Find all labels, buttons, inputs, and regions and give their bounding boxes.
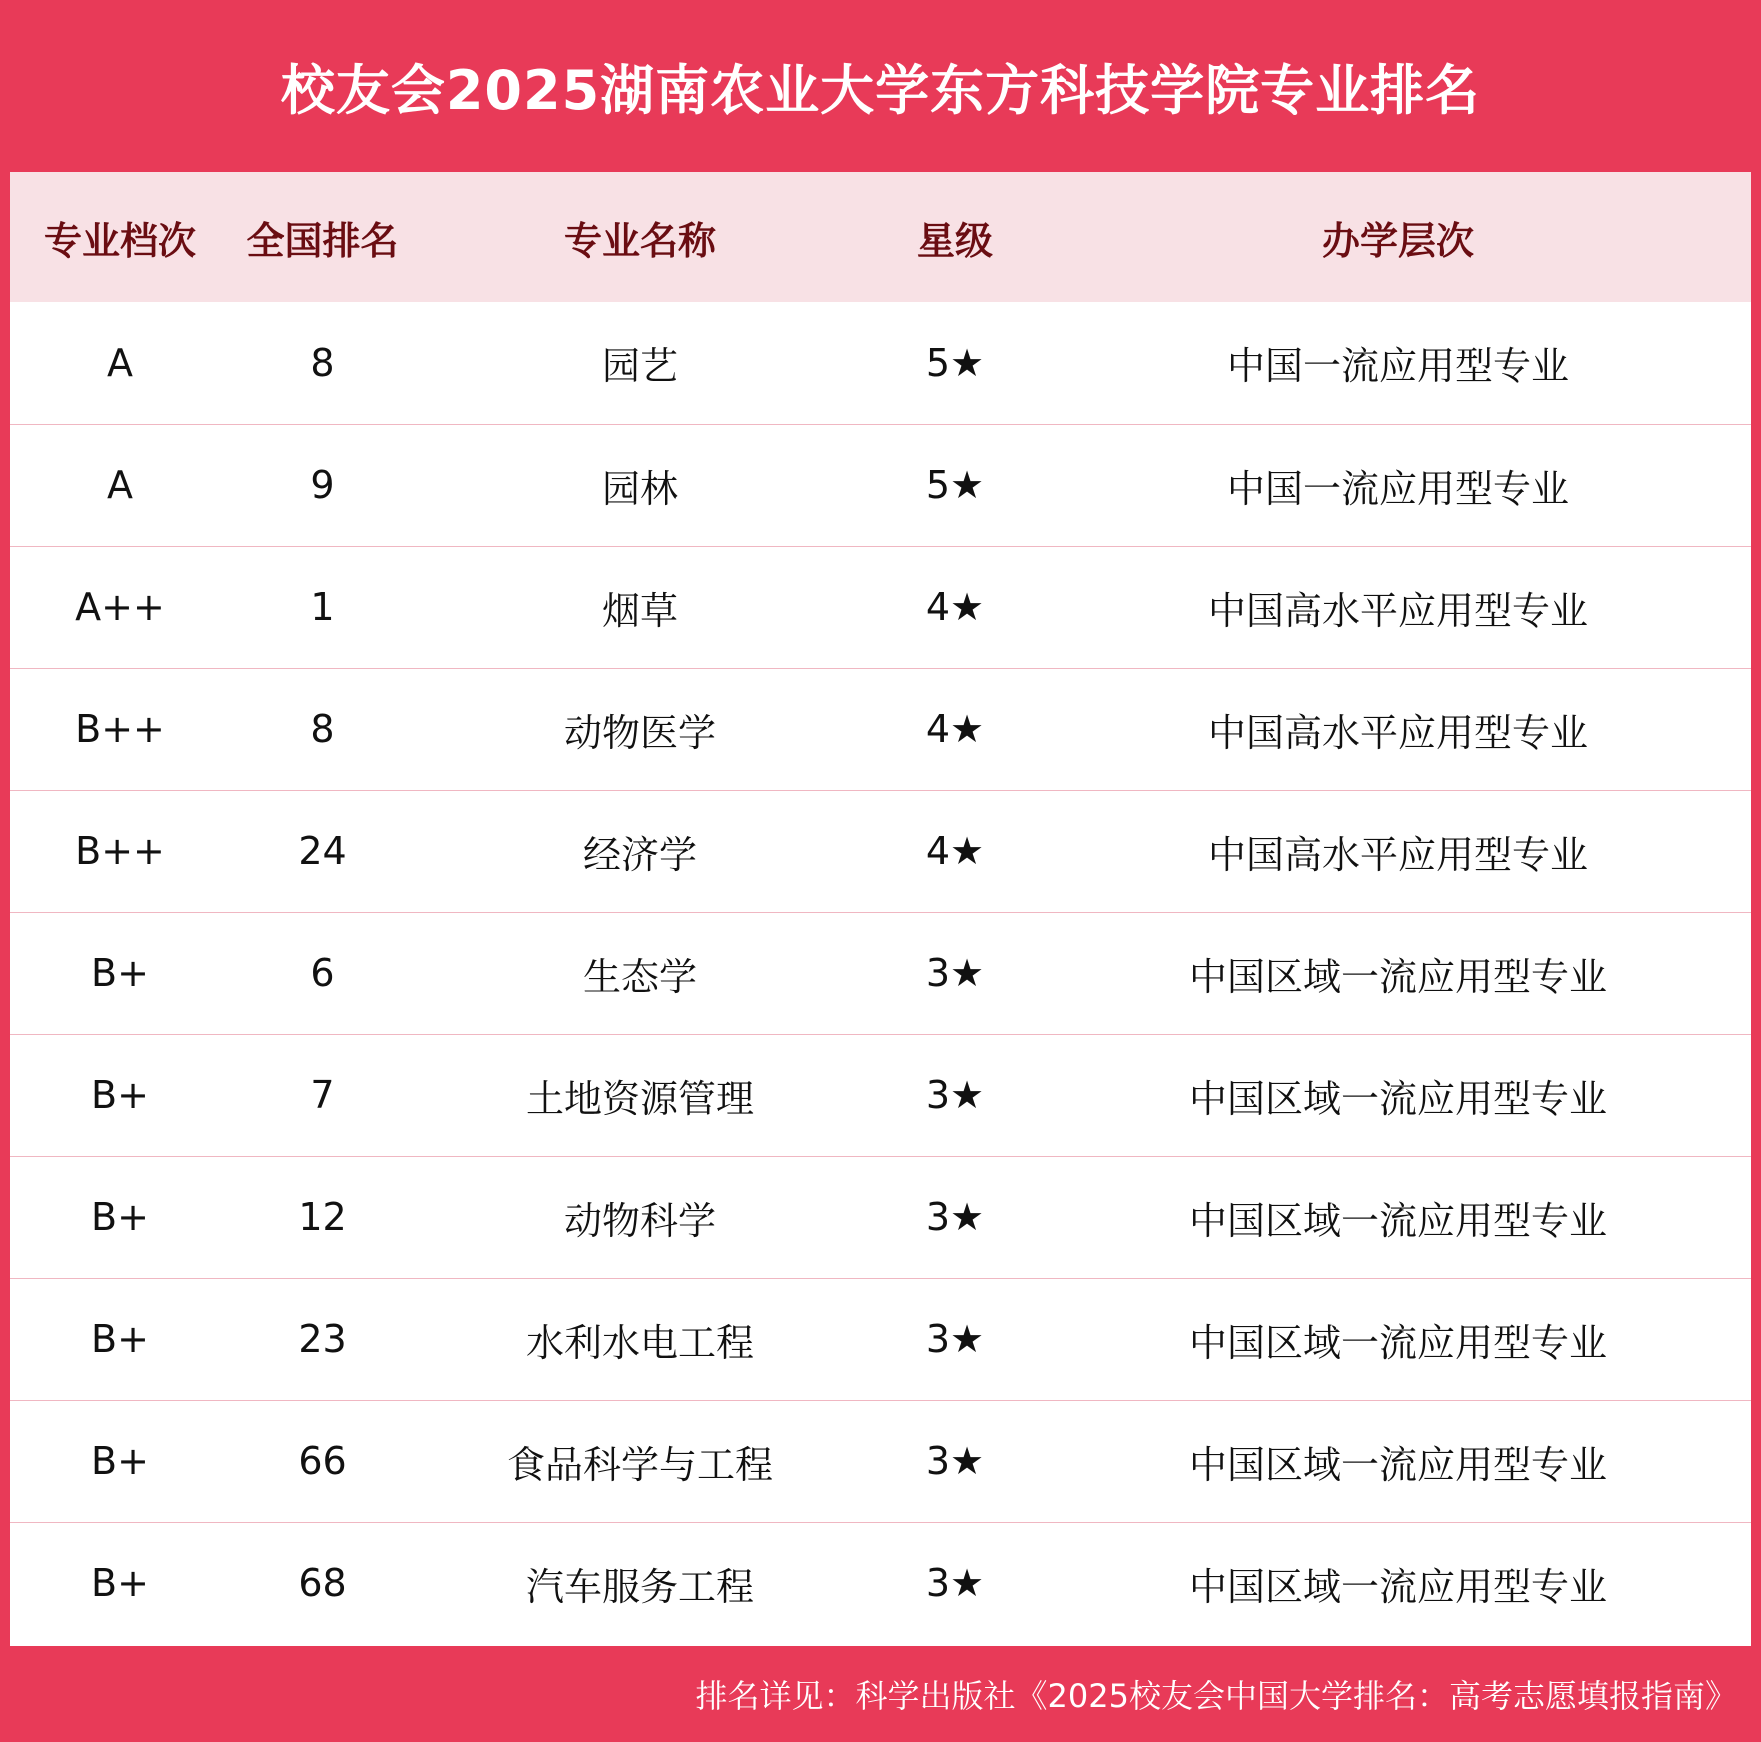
cell-star: 4★ — [925, 585, 985, 629]
cell-name: 汽车服务工程 — [525, 1564, 754, 1609]
cell-star: 5★ — [925, 463, 985, 507]
header-level: 办学层次 — [1321, 218, 1474, 263]
cell-rank: 23 — [298, 1317, 347, 1361]
cell-name: 园林 — [601, 466, 678, 511]
table-row — [10, 1522, 1751, 1644]
table-row — [10, 1034, 1751, 1156]
header-star: 星级 — [916, 218, 993, 263]
cell-name: 食品科学与工程 — [506, 1442, 773, 1487]
table-row — [10, 912, 1751, 1034]
cell-rank: 1 — [310, 585, 335, 629]
header-tier: 专业档次 — [43, 218, 196, 263]
cell-star: 3★ — [925, 1195, 985, 1239]
cell-star: 4★ — [925, 707, 985, 751]
cell-star: 3★ — [925, 1439, 985, 1483]
cell-tier: B++ — [75, 707, 165, 751]
cell-tier: B++ — [75, 829, 165, 873]
cell-rank: 6 — [310, 951, 335, 995]
table-row — [10, 546, 1751, 668]
cell-level: 中国区域一流应用型专业 — [1188, 1564, 1607, 1609]
cell-star: 3★ — [925, 1561, 985, 1606]
cell-name: 生态学 — [582, 954, 697, 999]
cell-tier: B+ — [91, 1561, 149, 1606]
cell-rank: 8 — [310, 340, 335, 385]
table-row — [10, 790, 1751, 912]
header-rank: 全国排名 — [246, 218, 399, 263]
cell-level: 中国一流应用型专业 — [1226, 344, 1569, 389]
source-note: 排名详见：科学出版社《2025校友会中国大学排名：高考志愿填报指南》 — [695, 1677, 1737, 1715]
cell-level: 中国高水平应用型专业 — [1207, 832, 1588, 877]
cell-name: 经济学 — [582, 832, 697, 877]
cell-name: 水利水电工程 — [525, 1320, 754, 1365]
cell-name: 土地资源管理 — [525, 1076, 754, 1121]
table-row — [10, 1278, 1751, 1400]
cell-level: 中国区域一流应用型专业 — [1188, 1076, 1607, 1121]
cell-rank: 68 — [298, 1561, 347, 1606]
cell-star: 3★ — [925, 1317, 985, 1361]
table-row — [10, 424, 1751, 546]
cell-level: 中国一流应用型专业 — [1226, 466, 1569, 511]
cell-rank: 12 — [298, 1195, 347, 1239]
cell-tier: A — [107, 340, 133, 385]
cell-name: 动物科学 — [563, 1198, 716, 1243]
cell-level: 中国区域一流应用型专业 — [1188, 1442, 1607, 1487]
cell-star: 4★ — [925, 829, 985, 873]
header-name: 专业名称 — [563, 218, 716, 263]
table-header-row — [10, 172, 1751, 302]
table-row — [10, 302, 1751, 424]
cell-rank: 24 — [298, 829, 347, 873]
cell-level: 中国区域一流应用型专业 — [1188, 954, 1607, 999]
cell-level: 中国区域一流应用型专业 — [1188, 1320, 1607, 1365]
cell-star: 5★ — [925, 340, 985, 385]
table-row — [10, 668, 1751, 790]
cell-rank: 66 — [298, 1439, 347, 1483]
cell-rank: 8 — [310, 707, 335, 751]
cell-star: 3★ — [925, 951, 985, 995]
ranking-table-container — [10, 172, 1751, 1646]
cell-tier: B+ — [91, 1073, 149, 1117]
cell-rank: 9 — [310, 463, 335, 507]
page-title: 校友会2025湖南农业大学东方科技学院专业排名 — [280, 58, 1481, 122]
table-row — [10, 1156, 1751, 1278]
ranking-table — [10, 172, 1751, 1644]
cell-tier: B+ — [91, 1195, 149, 1239]
cell-rank: 7 — [310, 1073, 335, 1117]
cell-name: 园艺 — [601, 344, 678, 389]
cell-name: 动物医学 — [563, 710, 716, 755]
cell-tier: B+ — [91, 951, 149, 995]
cell-tier: B+ — [91, 1439, 149, 1483]
cell-tier: B+ — [91, 1317, 149, 1361]
cell-name: 烟草 — [601, 588, 678, 633]
cell-star: 3★ — [925, 1073, 985, 1117]
cell-tier: A — [107, 463, 133, 507]
table-row — [10, 1400, 1751, 1522]
cell-level: 中国高水平应用型专业 — [1207, 710, 1588, 755]
cell-level: 中国区域一流应用型专业 — [1188, 1198, 1607, 1243]
cell-tier: A++ — [75, 585, 165, 629]
cell-level: 中国高水平应用型专业 — [1207, 588, 1588, 633]
